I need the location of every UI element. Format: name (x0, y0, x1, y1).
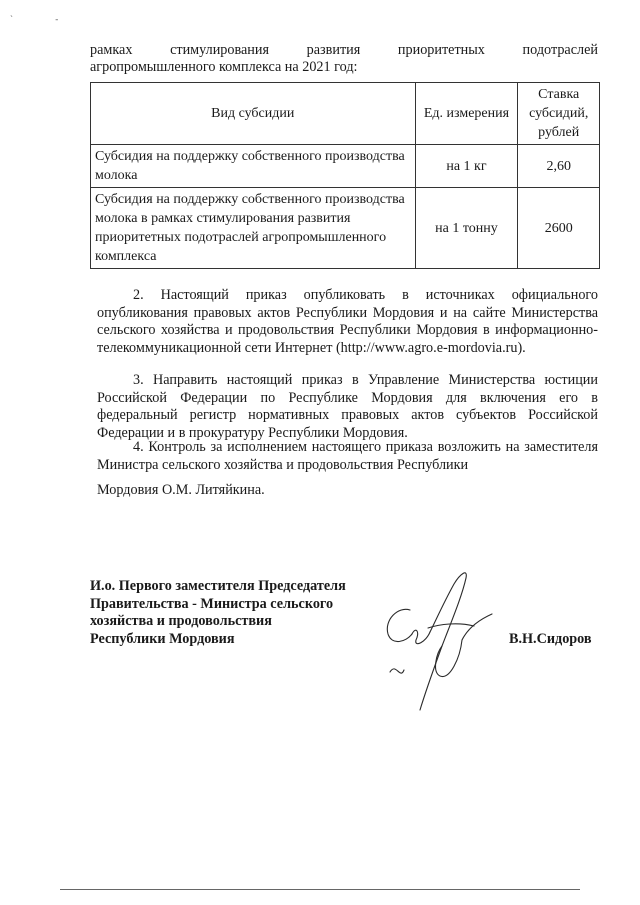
signer-name: В.Н.Сидоров (509, 631, 592, 647)
subsidy-table (90, 82, 600, 269)
signer-position-line: хозяйства и продовольствия (90, 613, 272, 629)
paragraph-4-end: Мордовия О.М. Литяйкина. (97, 482, 265, 498)
signer-position-line: Республики Мордовия (90, 630, 235, 647)
footer-divider (60, 889, 580, 890)
table-row (91, 188, 600, 269)
signer-position (90, 578, 346, 648)
signer-position-line: Правительства - Министра сельского (90, 595, 334, 612)
cell-rate: 2600 (518, 188, 600, 269)
paragraph-2: 2. Настоящий приказ опубликовать в источниках официального опубликования правовых актов Республики Мордовия и на сайте Министерства сельского хозяйства и продовольствия Республики Мордовия в информационно-телекоммуникационной сети Интернет (http://www.agro.e-mordovia.ru). (97, 287, 598, 356)
handwritten-signature (370, 562, 500, 722)
intro-text (90, 42, 598, 76)
paragraph-4: 4. Контроль за исполнением настоящего приказа возложить на заместителя Министра сельского хозяйства и продовольствия Республики (97, 439, 598, 473)
cell-unit: на 1 кг (415, 145, 518, 188)
intro-line-1: рамках стимулирования развития приоритетных подотраслей (90, 42, 598, 58)
table-header-row (91, 83, 600, 145)
signer-position-line: И.о. Первого заместителя Председателя (90, 578, 346, 594)
header-unit: Ед. измерения (415, 83, 518, 145)
header-subsidy-type: Вид субсидии (91, 83, 416, 145)
cell-subsidy-type: Субсидия на поддержку собственного производства молока в рамках стимулирования развития приоритетных подотраслей агропромышленного комплекса (91, 188, 416, 269)
paragraph-3: 3. Направить настоящий приказ в Управление Министерства юстиции Российской Федерации по Республике Мордовия для включения его в федеральный регистр нормативных правовых актов субъектов Российской Федерации и в прокуратуру Республики Мордовия. (97, 372, 598, 441)
intro-line-2: агропромышленного комплекса на 2021 год: (90, 59, 358, 75)
header-rate: Ставка субсидий, рублей (518, 83, 600, 145)
table-row (91, 145, 600, 188)
cell-unit: на 1 тонну (415, 188, 518, 269)
cell-subsidy-type: Субсидия на поддержку собственного производства молока (91, 145, 416, 188)
cell-rate: 2,60 (518, 145, 600, 188)
scan-marks: ` - (10, 14, 79, 24)
